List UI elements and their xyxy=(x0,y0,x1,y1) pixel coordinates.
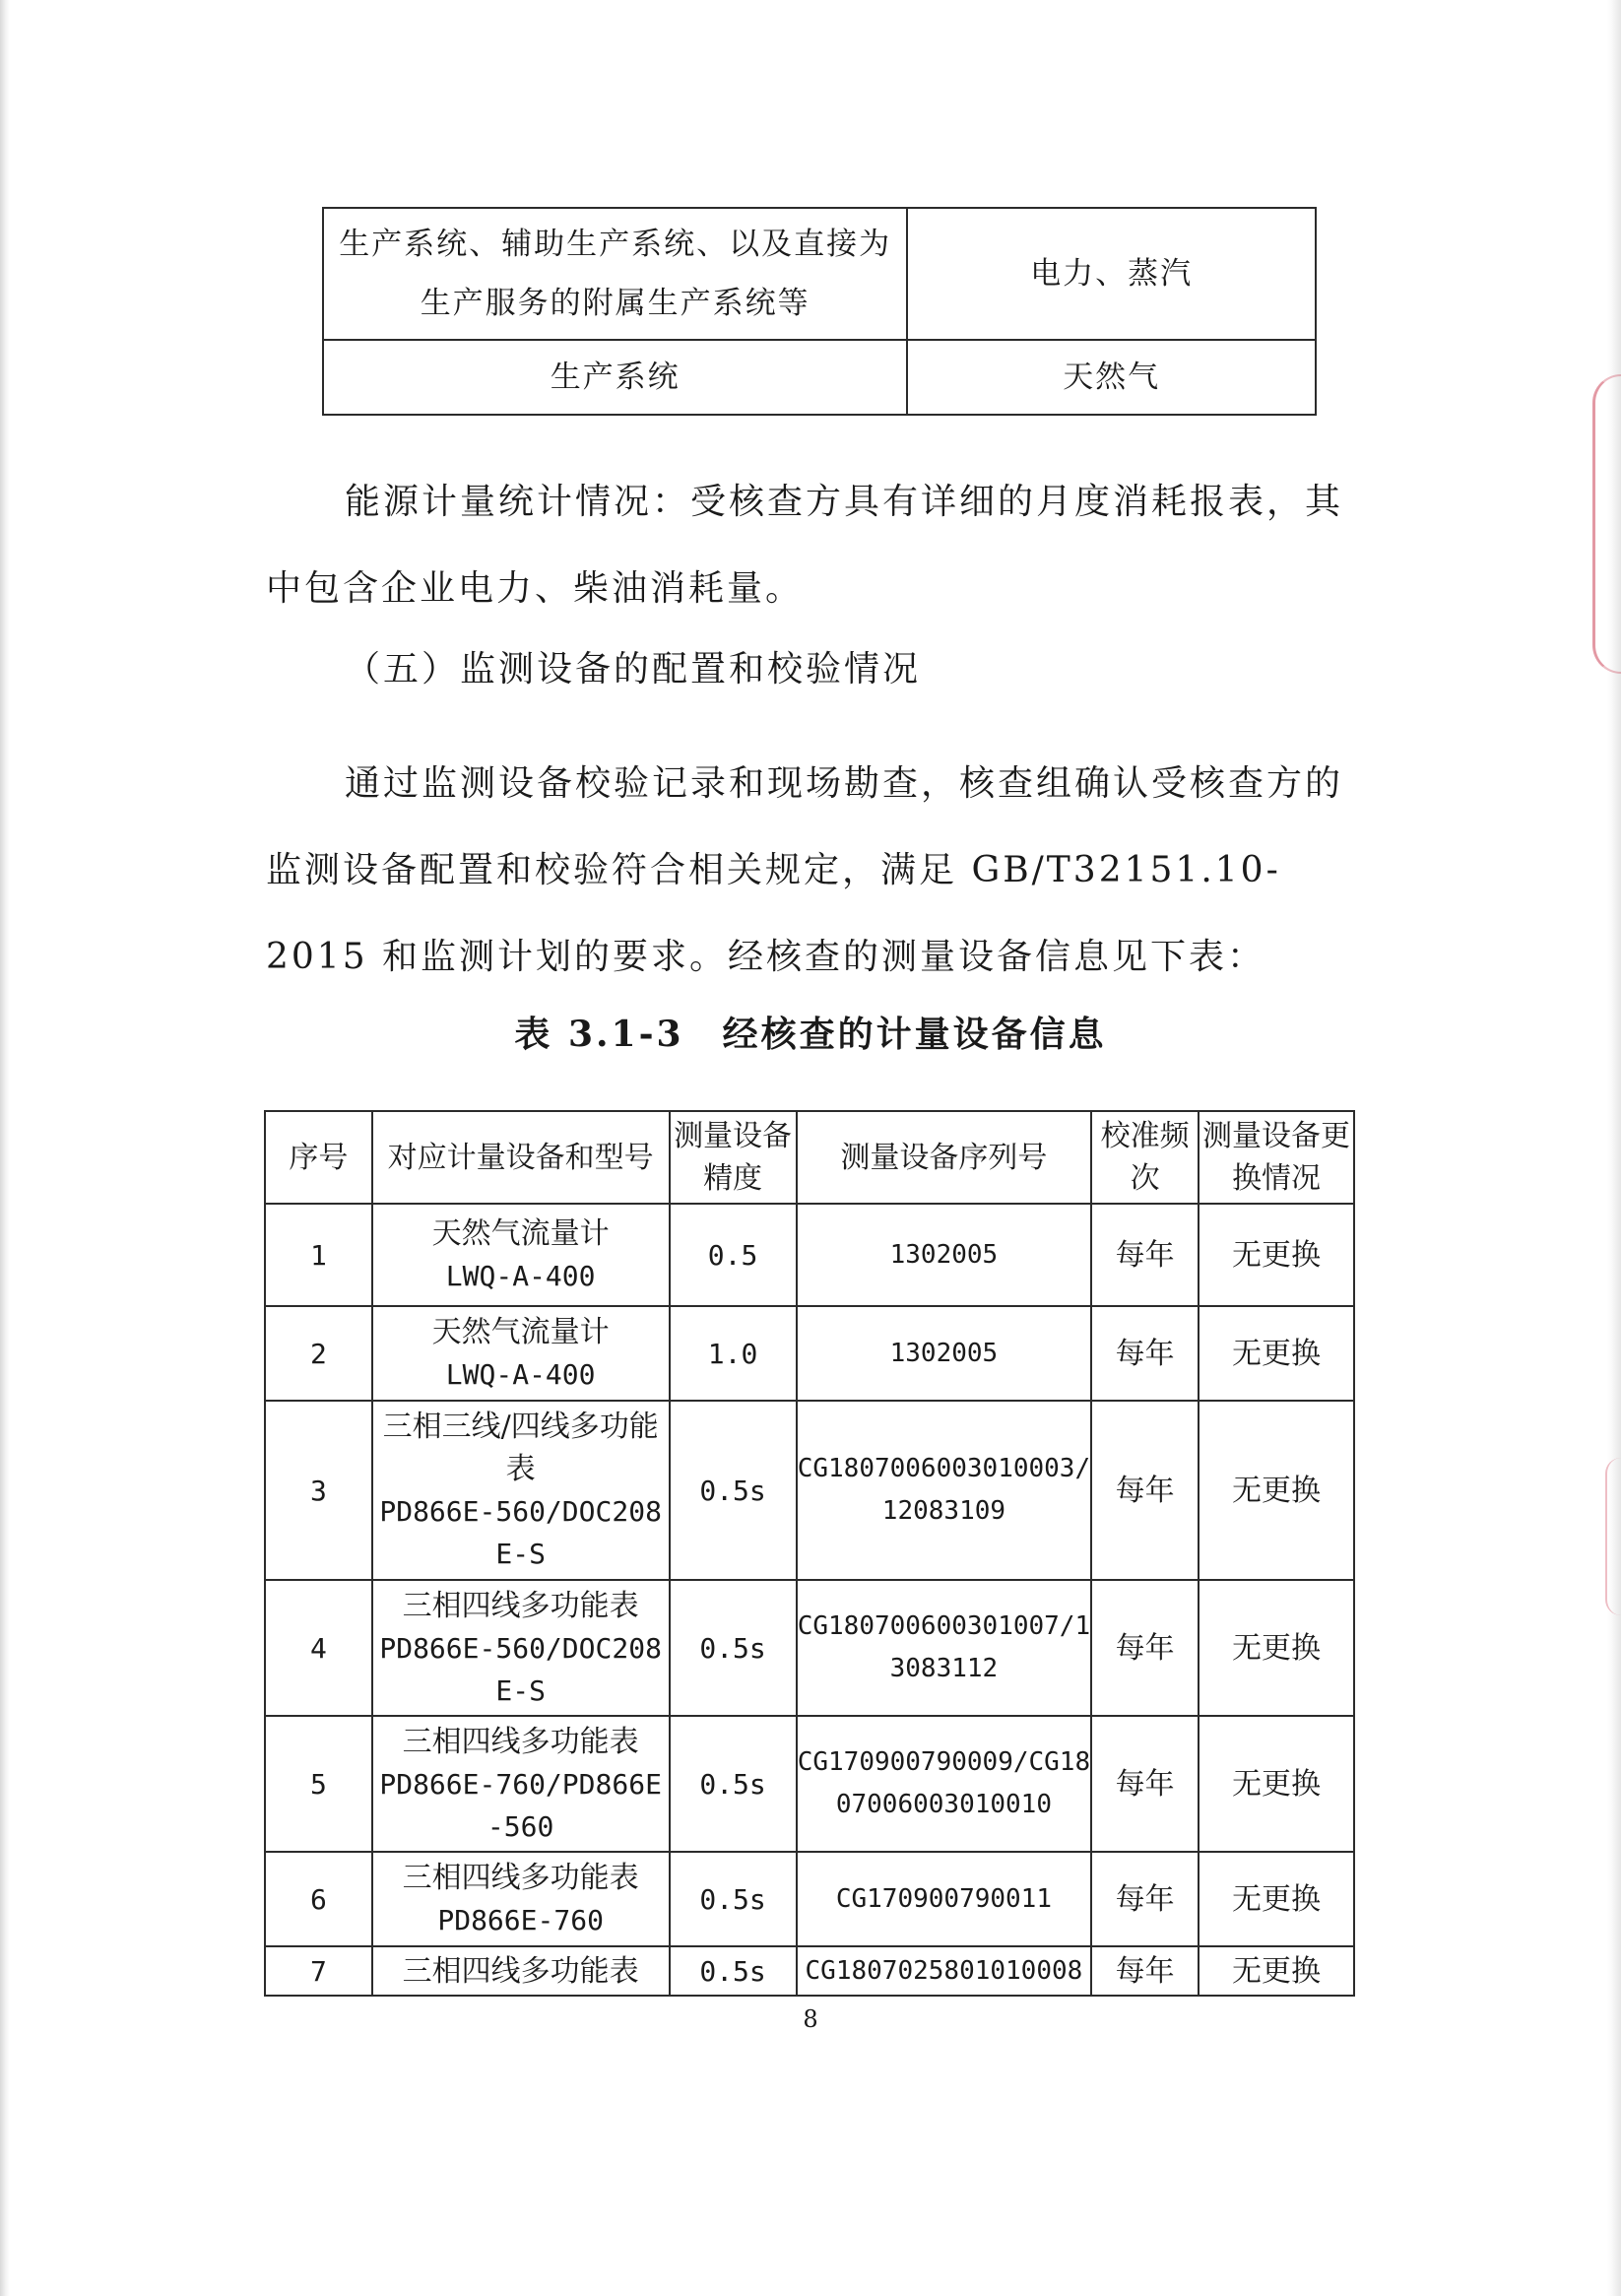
table-caption: 表 3.1-3 经核查的计量设备信息 xyxy=(514,1014,1107,1055)
device-model: PD866E-760/PD866E-560 xyxy=(379,1767,662,1843)
row-no: 4 xyxy=(265,1580,372,1716)
frequency-cell: 每年 xyxy=(1091,1401,1199,1580)
replacement-cell: 无更换 xyxy=(1199,1401,1354,1580)
model-cell xyxy=(372,1946,670,1996)
device-name: 三相三线/四线多功能表 xyxy=(382,1410,659,1486)
section-heading: （五）监测设备的配置和校验情况 xyxy=(345,649,922,689)
page-number: 8 xyxy=(803,2005,818,2033)
serial-cell: CG1807006003010003/12083109 xyxy=(797,1401,1092,1580)
device-name: 三相四线多功能表 xyxy=(402,1588,639,1623)
replacement-cell: 无更换 xyxy=(1199,1946,1354,1996)
row-no: 1 xyxy=(265,1204,372,1306)
model-cell xyxy=(372,1716,670,1852)
energy-boundary-table xyxy=(322,207,1317,416)
frequency-cell: 每年 xyxy=(1091,1306,1199,1401)
row-no: 6 xyxy=(265,1852,372,1946)
device-model: LWQ-A-400 xyxy=(445,1358,596,1391)
replacement-cell: 无更换 xyxy=(1199,1306,1354,1401)
frequency-cell: 每年 xyxy=(1091,1716,1199,1852)
boundary-cell: 生产系统、辅助生产系统、以及直接为生产服务的附属生产系统等 xyxy=(323,208,907,340)
monitoring-paragraph: 通过监测设备校验记录和现场勘查，核查组确认受核查方的监测设备配置和校验符合相关规定，满足 GB/T32151.10-2015 和监测计划的要求。经核查的测量设备信息见下表： xyxy=(266,763,1344,977)
accuracy-cell: 0.5s xyxy=(670,1580,797,1716)
seal-stamp-fragment-lower xyxy=(1605,1458,1621,1615)
device-model: LWQ-A-400 xyxy=(445,1260,596,1292)
header-serial: 测量设备序列号 xyxy=(797,1111,1092,1204)
table-row xyxy=(323,340,1316,415)
serial-cell: CG1807025801010008 xyxy=(797,1946,1092,1996)
frequency-cell: 每年 xyxy=(1091,1204,1199,1306)
replacement-cell: 无更换 xyxy=(1199,1204,1354,1306)
table-row xyxy=(265,1852,1354,1946)
serial-cell: 1302005 xyxy=(797,1306,1092,1401)
model-cell xyxy=(372,1401,670,1580)
table-row xyxy=(265,1204,1354,1306)
scan-edge-left xyxy=(0,0,10,2296)
device-model: PD866E-760 xyxy=(437,1904,604,1936)
device-name: 三相四线多功能表 xyxy=(402,1953,639,1989)
device-name: 天然气流量计 xyxy=(431,1315,610,1349)
model-cell xyxy=(372,1204,670,1306)
accuracy-cell: 0.5s xyxy=(670,1716,797,1852)
energy-stats-paragraph: 能源计量统计情况：受核查方具有详细的月度消耗报表，其中包含企业电力、柴油消耗量。 xyxy=(266,482,1344,609)
equipment-table xyxy=(264,1110,1355,1997)
frequency-cell: 每年 xyxy=(1091,1580,1199,1716)
replacement-cell: 无更换 xyxy=(1199,1580,1354,1716)
header-frequency: 校准频次 xyxy=(1091,1111,1199,1204)
table-row xyxy=(265,1580,1354,1716)
device-name: 三相四线多功能表 xyxy=(402,1861,639,1895)
row-no: 2 xyxy=(265,1306,372,1401)
row-no: 7 xyxy=(265,1946,372,1996)
replacement-cell: 无更换 xyxy=(1199,1716,1354,1852)
energy-type-cell: 电力、蒸汽 xyxy=(907,208,1316,340)
frequency-cell: 每年 xyxy=(1091,1852,1199,1946)
serial-cell: CG170900790009/CG1807006003010010 xyxy=(797,1716,1092,1852)
table-row xyxy=(265,1401,1354,1580)
accuracy-cell: 0.5s xyxy=(670,1946,797,1996)
seal-stamp-fragment xyxy=(1592,374,1621,674)
table-row xyxy=(323,208,1316,340)
table-row xyxy=(265,1946,1354,1996)
accuracy-cell: 0.5s xyxy=(670,1852,797,1946)
row-no: 5 xyxy=(265,1716,372,1852)
accuracy-cell: 1.0 xyxy=(670,1306,797,1401)
replacement-cell: 无更换 xyxy=(1199,1852,1354,1946)
header-replacement: 测量设备更换情况 xyxy=(1199,1111,1354,1204)
header-no: 序号 xyxy=(265,1111,372,1204)
boundary-cell: 生产系统 xyxy=(323,340,907,415)
scan-edge-right xyxy=(1607,0,1621,2296)
header-model: 对应计量设备和型号 xyxy=(372,1111,670,1204)
model-cell xyxy=(372,1306,670,1401)
row-no: 3 xyxy=(265,1401,372,1580)
serial-cell: 1302005 xyxy=(797,1204,1092,1306)
serial-cell: CG180700600301007/13083112 xyxy=(797,1580,1092,1716)
energy-type-cell: 天然气 xyxy=(907,340,1316,415)
accuracy-cell: 0.5 xyxy=(670,1204,797,1306)
model-cell xyxy=(372,1852,670,1946)
accuracy-cell: 0.5s xyxy=(670,1401,797,1580)
table-header-row xyxy=(265,1111,1354,1204)
table-row xyxy=(265,1716,1354,1852)
device-model: PD866E-560/DOC208E-S xyxy=(379,1631,662,1707)
table-row xyxy=(265,1306,1354,1401)
device-name: 天然气流量计 xyxy=(431,1216,610,1251)
device-model: PD866E-560/DOC208E-S xyxy=(379,1495,662,1570)
model-cell xyxy=(372,1580,670,1716)
serial-cell: CG170900790011 xyxy=(797,1852,1092,1946)
device-name: 三相四线多功能表 xyxy=(402,1724,639,1759)
frequency-cell: 每年 xyxy=(1091,1946,1199,1996)
header-accuracy: 测量设备精度 xyxy=(670,1111,797,1204)
